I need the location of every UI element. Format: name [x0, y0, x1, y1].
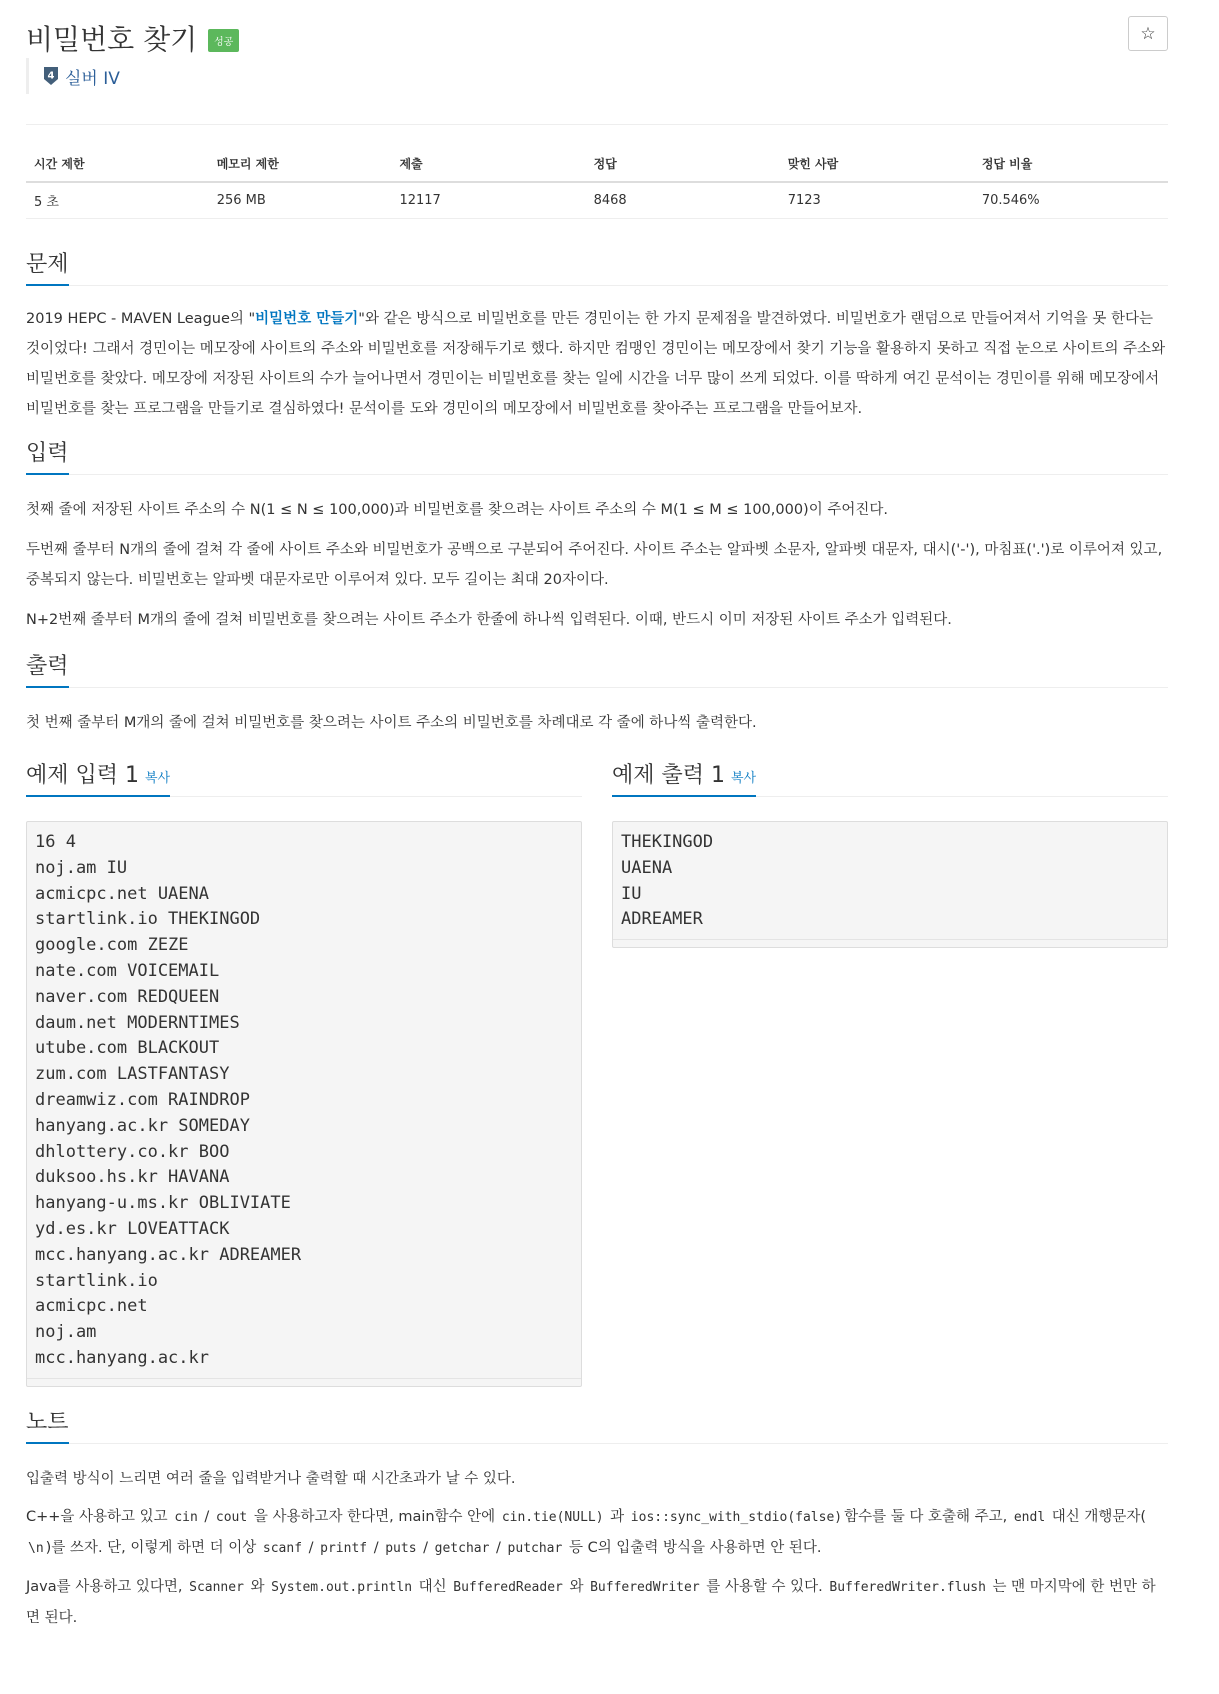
- sample-output-header: [612, 762, 1168, 797]
- inline-code: printf: [320, 1540, 368, 1556]
- note-text: 를 사용할 수 있다.: [701, 1578, 828, 1595]
- problem-text-before: 2019 HEPC - MAVEN League의 ": [26, 311, 256, 327]
- favorite-star-button[interactable]: [1128, 16, 1168, 51]
- note-text: 함수를 둘 다 호출해 주고,: [844, 1508, 1012, 1525]
- note-text: /: [199, 1508, 214, 1525]
- inline-code: cin: [174, 1509, 198, 1525]
- input-section-header: [26, 440, 1168, 475]
- sample-input-text: 16 4 noj.am IU acmicpc.net UAENA startlink.io THEKINGOD google.com ZEZE nate.com VOICEMAIL naver.com REDQUEEN daum.net MODERNTIMES utube.com BLACKOUT zum.com LASTFANTASY dreamwiz.com RAINDROP hanyang.ac.kr SOMEDAY dhlottery.co.kr BOO duksoo.hs.kr HAVANA hanyang-u.ms.kr OBLIVIATE yd.es.kr LOVEATTACK mcc.hanyang.ac.kr ADREAMER startlink.io acmicpc.net noj.am mcc.hanyang.ac.kr: [35, 832, 302, 1368]
- copy-sample-output-link[interactable]: 복사: [731, 771, 757, 786]
- inline-code: System.out.println: [271, 1579, 413, 1595]
- problem-content: [26, 0, 1168, 1633]
- note-text: /: [418, 1539, 433, 1556]
- sample-input-code: [26, 821, 582, 1387]
- note-text: 대신 개행문자(: [1047, 1508, 1147, 1525]
- problem-heading: 문제: [26, 247, 69, 286]
- info-header-cell: 정답: [586, 146, 780, 182]
- info-value-row: [26, 182, 1168, 219]
- inline-code: putchar: [507, 1540, 563, 1556]
- info-header-cell: 맞힌 사람: [780, 146, 974, 182]
- info-header-cell: 시간 제한: [26, 146, 209, 182]
- info-value-cell: 70.546%: [974, 182, 1168, 219]
- input-paragraph-3: N+2번째 줄부터 M개의 줄에 걸쳐 비밀번호를 찾으려는 사이트 주소가 한줄에 하나씩 입력된다. 이때, 반드시 이미 저장된 사이트 주소가 입력된다.: [26, 612, 952, 628]
- tier-label[interactable]: 실버 IV: [65, 68, 120, 89]
- info-header-cell: 제출: [391, 146, 585, 182]
- title-row: [26, 0, 1168, 54]
- note-text: 등 C의 입출력 방식을 사용하면 안 된다.: [564, 1539, 822, 1556]
- inline-code: Scanner: [189, 1579, 244, 1595]
- note-paragraph-1: 입출력 방식이 느리면 여러 줄을 입력받거나 출력할 때 시간초과가 날 수 있다.: [26, 1470, 516, 1487]
- info-header-cell: 메모리 제한: [209, 146, 392, 182]
- note-text: /: [369, 1539, 384, 1556]
- sample-output-code: [612, 821, 1168, 948]
- sample-output-text: THEKINGOD UAENA IU ADREAMER: [621, 832, 714, 930]
- note-text: 과: [605, 1508, 629, 1525]
- divider: [26, 124, 1168, 125]
- note-text: C++을 사용하고 있고: [26, 1508, 173, 1525]
- problem-text-after: "와 같은 방식으로 비밀번호를 만든 경민이는 한 가지 문제점을 발견하였다. 비밀번호가 랜덤으로 만들어져서 기억을 못 한다는 것이었다! 그래서 경민이는 메모장에 사이트의 주소와 비밀번호를 저장해두기로 했다. 하지만 컴맹인 경민이는 메모장에서 찾기 기능을 활용하지 못하고 직접 눈으로 사이트의 주소와 비밀번호를 찾았다. 메모장에 저장된 사이트의 수가 늘어나면서 경민이는 비밀번호를 찾는 일에 시간을 너무 많이 쓰게 되었다. 이를 딱하게 여긴 문석이는 경민이를 위해 메모장에서 비밀번호를 찾는 프로그램을 만들기로 결심하였다! 문석이를 도와 경민이의 메모장에서 비밀번호를 찾아주는 프로그램을 만들어보자.: [26, 311, 1166, 417]
- info-header-row: [26, 146, 1168, 182]
- inline-code: endl: [1013, 1509, 1046, 1525]
- note-text: /: [304, 1539, 319, 1556]
- inline-code: puts: [385, 1540, 417, 1556]
- problem-info-table: [26, 146, 1168, 219]
- note-text: Java를 사용하고 있다면,: [26, 1578, 188, 1595]
- inline-code: cin.tie(NULL): [501, 1509, 604, 1525]
- note-text: /: [491, 1539, 506, 1556]
- note-text: 을 사용하고자 한다면, main함수 안에: [249, 1508, 500, 1525]
- output-section-header: [26, 653, 1168, 688]
- note-section-header: [26, 1409, 1168, 1444]
- note-text: 와: [564, 1578, 589, 1595]
- status-badge: 성공: [208, 29, 239, 52]
- inline-code: getchar: [434, 1540, 490, 1556]
- inline-code: \n: [28, 1540, 44, 1556]
- note-text: 와: [245, 1578, 270, 1595]
- copy-sample-input-link[interactable]: 복사: [145, 771, 171, 786]
- note-text: 대신: [414, 1578, 452, 1595]
- inline-code: BufferedReader: [453, 1579, 563, 1595]
- tier-row: [26, 58, 1168, 94]
- inline-code: BufferedWriter.flush: [829, 1579, 986, 1595]
- sample-output-column: [612, 762, 1168, 1387]
- input-heading: 입력: [26, 436, 69, 475]
- info-value-cell: 5 초: [26, 182, 209, 219]
- sample-output-heading: [612, 758, 756, 797]
- sample-input-column: [26, 762, 582, 1387]
- info-header-cell: 정답 비율: [974, 146, 1168, 182]
- note-paragraph-3: [26, 1572, 1168, 1633]
- tier-number: 4: [47, 70, 55, 82]
- sample-input-heading: [26, 758, 170, 797]
- note-text: )를 쓰자. 단, 이렇게 하면 더 이상: [45, 1539, 261, 1556]
- problem-description: [26, 304, 1168, 424]
- info-value-cell: 7123: [780, 182, 974, 219]
- problem-link[interactable]: 비밀번호 만들기: [255, 311, 359, 327]
- sample-input-title: 예제 입력 1: [26, 763, 139, 788]
- inline-code: scanf: [262, 1540, 303, 1556]
- tier-badge-icon[interactable]: [43, 66, 59, 86]
- star-icon: ☆: [1140, 23, 1156, 44]
- note-heading: 노트: [26, 1405, 69, 1444]
- note-text: 는 맨 마지막에 한 번만 하면 된다.: [26, 1578, 1156, 1626]
- sample-input-header: [26, 762, 582, 797]
- problem-section-header: [26, 251, 1168, 286]
- problem-title: 비밀번호 찾기: [26, 23, 198, 56]
- input-paragraph-2: 두번째 줄부터 N개의 줄에 걸쳐 각 줄에 사이트 주소와 비밀번호가 공백으로 구분되어 주어진다. 사이트 주소는 알파벳 소문자, 알파벳 대문자, 대시('-'), 마침표('.')로 이루어져 있고, 중복되지 않는다. 비밀번호는 알파벳 대문자로만 이루어져 있다. 모두 길이는 최대 20자이다.: [26, 542, 1163, 588]
- inline-code: cout: [215, 1509, 248, 1525]
- samples-row: [26, 762, 1168, 1387]
- inline-code: ios::sync_with_stdio(false): [630, 1509, 843, 1525]
- info-value-cell: 256 MB: [209, 182, 392, 219]
- inline-code: BufferedWriter: [590, 1579, 700, 1595]
- output-paragraph: 첫 번째 줄부터 M개의 줄에 걸쳐 비밀번호를 찾으려는 사이트 주소의 비밀번호를 차례대로 각 줄에 하나씩 출력한다.: [26, 715, 757, 731]
- info-value-cell: 12117: [391, 182, 585, 219]
- info-value-cell: 8468: [586, 182, 780, 219]
- sample-output-title: 예제 출력 1: [612, 763, 725, 788]
- output-heading: 출력: [26, 649, 69, 688]
- input-paragraph-1: 첫째 줄에 저장된 사이트 주소의 수 N(1 ≤ N ≤ 100,000)과 비밀번호를 찾으려는 사이트 주소의 수 M(1 ≤ M ≤ 100,000)이 주어진다.: [26, 502, 888, 518]
- note-paragraph-2: [26, 1502, 1168, 1564]
